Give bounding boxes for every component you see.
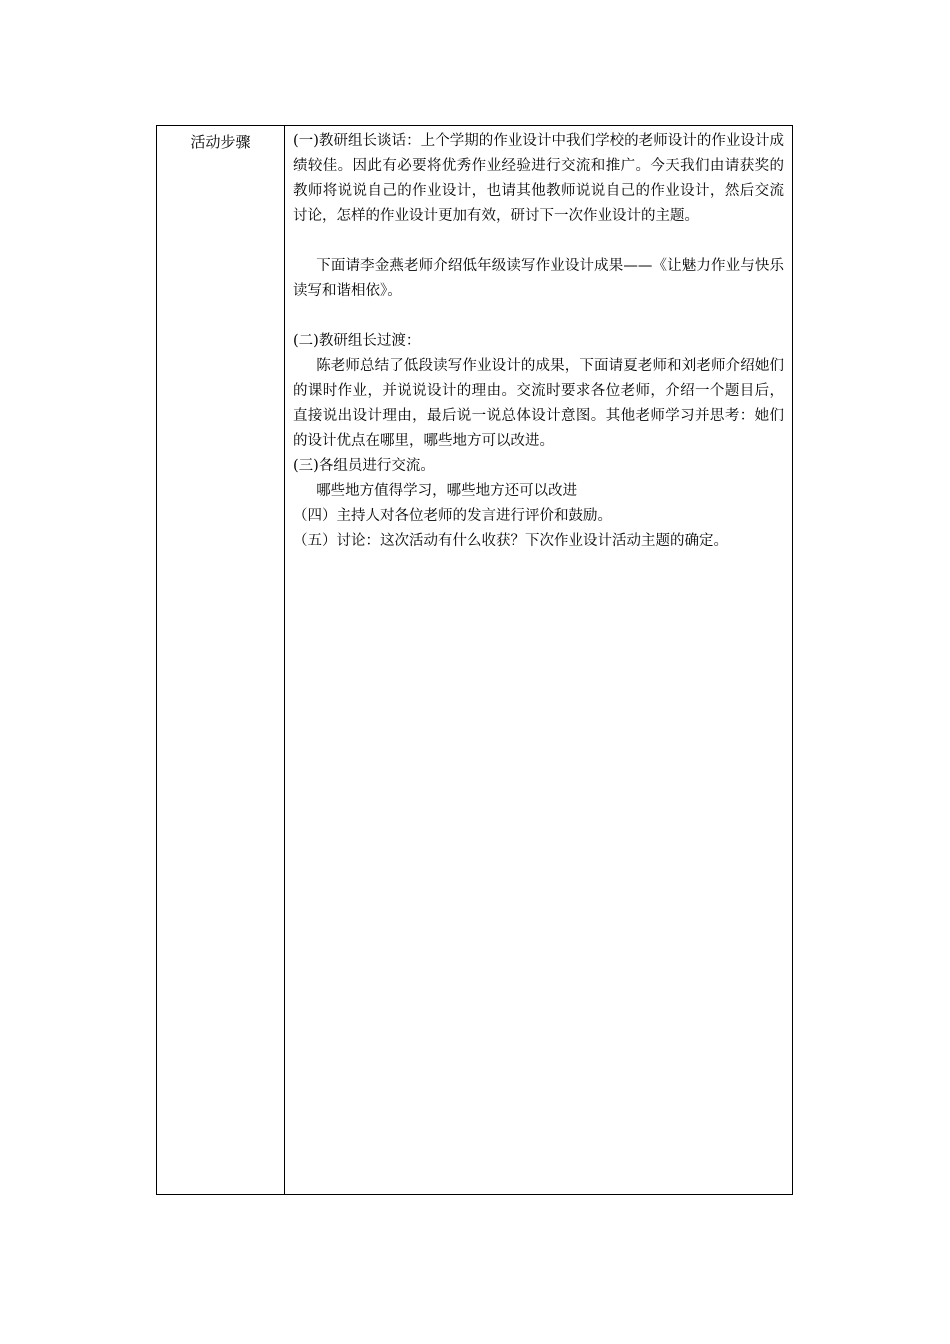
activity-table — [156, 125, 793, 1195]
paragraph-leader-talk: (一)教研组长谈话：上个学期的作业设计中我们学校的老师设计的作业设计成绩较佳。因此有必要将优秀作业经验进行交流和推广。今天我们由请获奖的教师将说说自己的作业设计，也请其他教师说说自己的作业设计，然后交流讨论，怎样的作业设计更加有效，研讨下一次作业设计的主题。 — [293, 133, 784, 224]
paragraph-transition-body: 陈老师总结了低段读写作业设计的成果，下面请夏老师和刘老师介绍她们的课时作业，并说说设计的理由。交流时要求各位老师，介绍一个题目后，直接说出设计理由，最后说一说总体设计意图。其他老师学习并思考：她们的设计优点在哪里，哪些地方可以改进。 — [293, 358, 784, 449]
paragraph-discussion: （五）讨论：这次活动有什么收获？下次作业设计活动主题的确定。 — [293, 533, 728, 549]
activity-steps-label-cell — [157, 126, 285, 1194]
blank-line — [293, 304, 784, 329]
paragraph-host-evaluation: （四）主持人对各位老师的发言进行评价和鼓励。 — [293, 508, 612, 524]
paragraph-learn-improve: 哪些地方值得学习，哪些地方还可以改进 — [316, 483, 578, 499]
activity-steps-label: 活动步骤 — [190, 133, 251, 151]
blank-line — [293, 229, 784, 254]
activity-steps-content-cell — [285, 126, 792, 1194]
paragraph-li-intro: 下面请李金燕老师介绍低年级读写作业设计成果——《让魅力作业与快乐读写和谐相依》。 — [293, 258, 784, 299]
paragraph-group-exchange: (三)各组员进行交流。 — [293, 458, 435, 474]
paragraph-transition-heading: (二)教研组长过渡： — [293, 333, 421, 349]
